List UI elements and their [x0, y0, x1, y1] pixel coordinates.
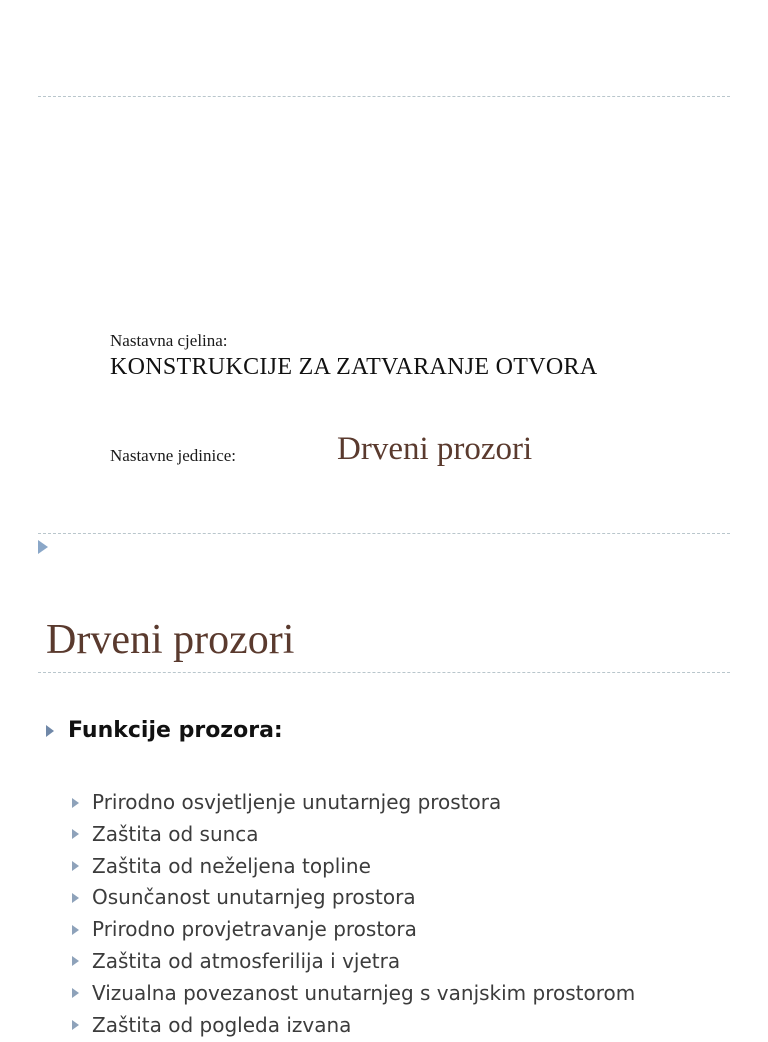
- triangle-right-icon: [72, 829, 79, 839]
- list-item-text: Zaštita od sunca: [92, 821, 259, 846]
- list-item-text: Prirodno provjetravanje prostora: [92, 917, 417, 942]
- lessons-label: Nastavne jedinice:: [110, 446, 237, 465]
- list-item: [72, 978, 635, 1010]
- list-item: [72, 914, 635, 946]
- list-item: [72, 946, 635, 978]
- functions-heading-item: [46, 718, 283, 743]
- lesson-title: Drveni prozori: [337, 431, 533, 467]
- list-item: [72, 819, 635, 851]
- list-item: [72, 851, 635, 883]
- functions-heading: Funkcije prozora:: [68, 718, 283, 743]
- triangle-right-icon: [72, 988, 79, 998]
- triangle-right-icon: [72, 798, 79, 808]
- functions-list: [72, 787, 635, 1041]
- triangle-right-icon: [72, 925, 79, 935]
- list-item-text: Zaštita od atmosferilija i vjetra: [92, 948, 401, 973]
- list-item-text: Prirodno osvjetljenje unutarnjeg prostora: [92, 790, 502, 814]
- list-item: [72, 882, 635, 914]
- triangle-right-icon: [46, 725, 54, 737]
- list-item-text: Zaštita od pogleda izvana: [92, 1012, 352, 1037]
- unit-title: KONSTRUKCIJE ZA ZATVARANJE OTVORA: [110, 354, 598, 380]
- slide2-title-rule: [38, 672, 730, 673]
- triangle-right-icon: [72, 1020, 79, 1030]
- slide1-top-rule: [38, 96, 730, 97]
- slide-marker-icon: [38, 540, 48, 554]
- list-item-text: Osunčanost unutarnjeg prostora: [92, 885, 416, 910]
- list-item-text: Vizualna povezanost unutarnjeg s vanjskim prostorom: [92, 980, 636, 1005]
- list-item: [72, 787, 635, 819]
- triangle-right-icon: [72, 893, 79, 903]
- list-item: [72, 1010, 635, 1042]
- triangle-right-icon: [72, 861, 79, 871]
- slide2-title: Drveni prozori: [46, 617, 295, 663]
- unit-label: Nastavna cjelina:: [110, 331, 228, 350]
- list-item-text: Zaštita od neželjena topline: [92, 853, 371, 878]
- triangle-right-icon: [72, 956, 79, 966]
- slide1-bottom-rule: [38, 533, 730, 534]
